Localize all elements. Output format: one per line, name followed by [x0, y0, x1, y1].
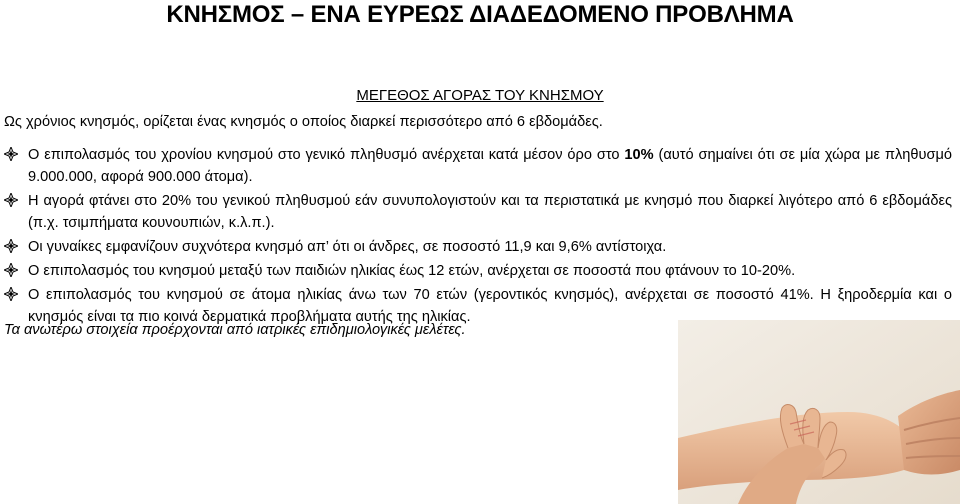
diamond-bullet-icon	[4, 263, 18, 277]
intro-text: Ως χρόνιος κνησμός, ορίζεται ένας κνησμός ο οποίος διαρκεί περισσότερο από 6 εβδομάδες.	[4, 114, 603, 130]
bullet-text: Ο επιπολασμός του χρονίου κνησμού στο γενικό πληθυσμό ανέρχεται κατά μέσον όρο στο	[28, 147, 625, 163]
diamond-bullet-icon	[4, 193, 18, 207]
bullet-text: Ο επιπολασμός του κνησμού σε άτομα ηλικίας άνω των 70 ετών (γεροντικός κνησμός), ανέρχεται σε ποσοστό 41%. Η ξηροδερμία και ο κνησμός είναι τα πιο κοινά δερματικά προβλήματα αυτής της ηλικίας.	[28, 287, 952, 325]
diamond-bullet-icon	[4, 287, 18, 301]
bullet-item	[4, 236, 952, 258]
bullet-item	[4, 260, 952, 282]
scratching-wrist-photo	[678, 320, 960, 504]
bullet-text: Η αγορά φτάνει στο 20% του γενικού πληθυσμού εάν συνυπολογιστούν και τα περιστατικά με κνησμό που διαρκεί λιγότερο από 6 εβδομάδες (π.χ. τσιμπήματα κουνουπιών, κ.λ.π.).	[28, 193, 952, 231]
source-footnote: Τα ανωτέρω στοιχεία προέρχονται από ιατρικές επιδημιολογικές μελέτες.	[4, 322, 466, 338]
scratching-wrist-illustration	[678, 320, 960, 504]
bullet-list	[4, 144, 952, 330]
section-subtitle-text: ΜΕΓΕΘΟΣ ΑΓΟΡΑΣ ΤΟΥ ΚΝΗΣΜΟΥ	[356, 87, 604, 104]
bullet-item	[4, 190, 952, 234]
section-subtitle	[0, 86, 960, 106]
bullet-text: Οι γυναίκες εμφανίζουν συχνότερα κνησμό απ’ ότι οι άνδρες, σε ποσοστό 11,9 και 9,6% αντίστοιχα.	[28, 239, 667, 255]
bullet-text: Ο επιπολασμός του κνησμού μεταξύ των παιδιών ηλικίας έως 12 ετών, ανέρχεται σε ποσοστά που φτάνουν το 10-20%.	[28, 263, 796, 279]
diamond-bullet-icon	[4, 147, 18, 161]
bullet-item	[4, 144, 952, 188]
bullet-bold-text: 10%	[624, 147, 654, 163]
page-title: ΚΝΗΣΜΟΣ – ΕΝΑ ΕΥΡΕΩΣ ΔΙΑΔΕΔΟΜΕΝΟ ΠΡΟΒΛΗΜΑ	[166, 1, 794, 28]
diamond-bullet-icon	[4, 239, 18, 253]
bullet-text-continued: (αυτό σημαίνει ότι σε μία χώρα με πληθυσμό 9.000.000, αφορά 900.000 άτομα).	[28, 147, 953, 185]
